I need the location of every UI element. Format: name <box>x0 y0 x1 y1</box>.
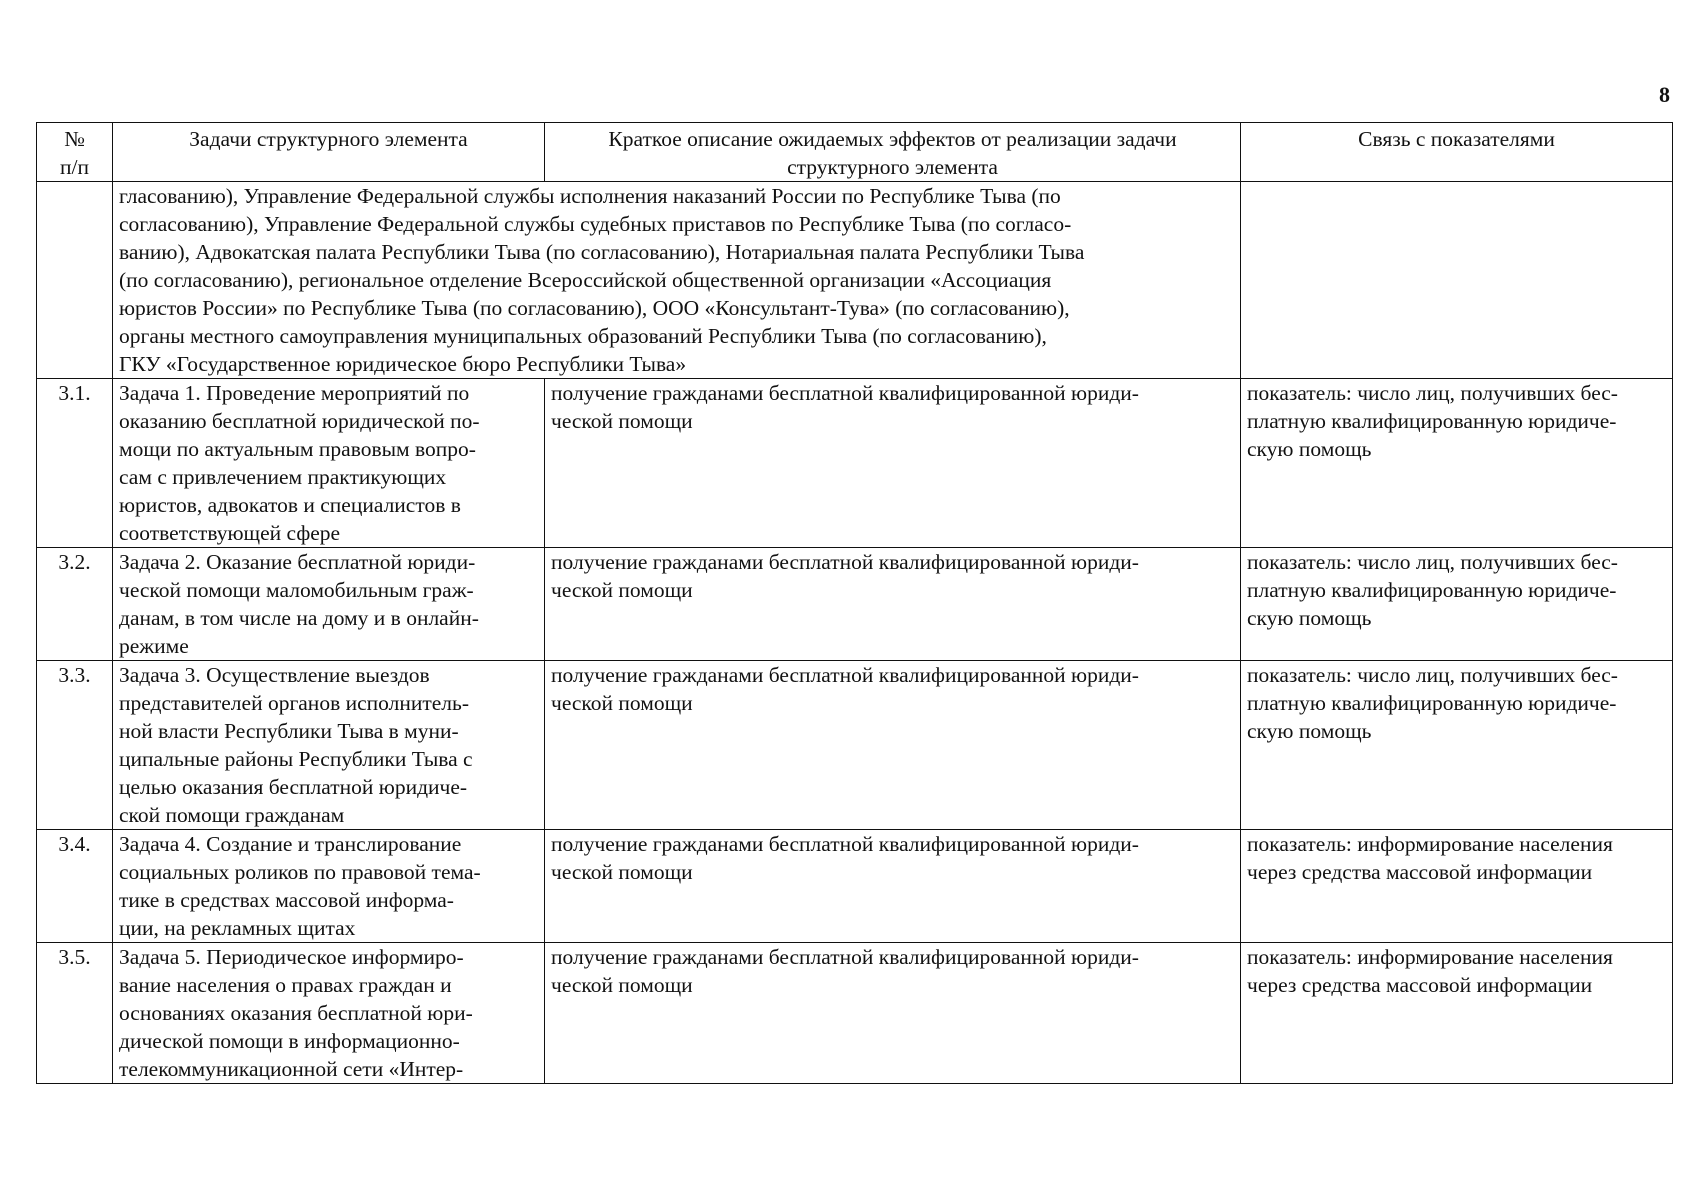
row-link <box>1241 379 1673 548</box>
header-task <box>113 123 545 182</box>
task-line: дической помощи в информационно- <box>119 1029 460 1053</box>
table-row <box>37 661 1673 830</box>
task-line: оказанию бесплатной юридической по- <box>119 409 480 433</box>
task-line: режиме <box>119 634 189 658</box>
link-line: показатель: число лиц, получивших бес- <box>1247 550 1618 574</box>
header-effect-line2: структурного элемента <box>787 155 998 179</box>
row-effect <box>545 379 1241 548</box>
continuation-line: органы местного самоуправления муниципальных образований Республики Тыва (по согласованию), <box>119 324 1047 348</box>
task-line: тике в средствах массовой информа- <box>119 888 454 912</box>
row-link <box>1241 548 1673 661</box>
link-line: показатель: информирование населения <box>1247 945 1613 969</box>
row-num: 3.4. <box>37 830 113 943</box>
header-num <box>37 123 113 182</box>
effect-line: ческой помощи <box>551 409 693 433</box>
task-line: сам с привлечением практикующих <box>119 465 447 489</box>
row-num: 3.5. <box>37 943 113 1084</box>
task-line: Задача 2. Оказание бесплатной юриди- <box>119 550 476 574</box>
row-task <box>113 379 545 548</box>
link-line: платную квалифицированную юридиче- <box>1247 578 1617 602</box>
header-task-label: Задачи структурного элемента <box>189 127 468 151</box>
structural-element-table <box>36 122 1673 1084</box>
row-effect <box>545 943 1241 1084</box>
link-line: скую помощь <box>1247 606 1372 630</box>
header-num-line1: № <box>64 127 85 151</box>
continuation-line: ГКУ «Государственное юридическое бюро Республики Тыва» <box>119 352 687 376</box>
task-line: целью оказания бесплатной юридиче- <box>119 775 468 799</box>
row-effect <box>545 548 1241 661</box>
effect-line: получение гражданами бесплатной квалифицированной юриди- <box>551 945 1139 969</box>
row-link <box>1241 830 1673 943</box>
task-line: Задача 3. Осуществление выездов <box>119 663 430 687</box>
task-line: соответствующей сфере <box>119 521 341 545</box>
table-row <box>37 830 1673 943</box>
link-line: через средства массовой информации <box>1247 973 1593 997</box>
table-row <box>37 548 1673 661</box>
link-line: показатель: число лиц, получивших бес- <box>1247 663 1618 687</box>
continuation-num-cell <box>37 182 113 379</box>
continuation-line: ванию), Адвокатская палата Республики Тыва (по согласованию), Нотариальная палата Республики Тыва <box>119 240 1085 264</box>
link-line: через средства массовой информации <box>1247 860 1593 884</box>
header-link <box>1241 123 1673 182</box>
task-line: ции, на рекламных щитах <box>119 916 356 940</box>
task-line: основаниях оказания бесплатной юри- <box>119 1001 473 1025</box>
header-link-label: Связь с показателями <box>1358 127 1555 151</box>
row-task <box>113 943 545 1084</box>
row-task <box>113 661 545 830</box>
effect-line: получение гражданами бесплатной квалифицированной юриди- <box>551 663 1139 687</box>
link-line: показатель: число лиц, получивших бес- <box>1247 381 1618 405</box>
effect-line: ческой помощи <box>551 578 693 602</box>
link-line: платную квалифицированную юридиче- <box>1247 691 1617 715</box>
task-line: ципальные районы Республики Тыва с <box>119 747 473 771</box>
continuation-line: юристов России» по Республике Тыва (по согласованию), ООО «Консультант-Тува» (по согласованию), <box>119 296 1070 320</box>
table-header-row <box>37 123 1673 182</box>
continuation-row <box>37 182 1673 379</box>
row-task <box>113 548 545 661</box>
task-line: ной власти Республики Тыва в муни- <box>119 719 459 743</box>
row-num: 3.3. <box>37 661 113 830</box>
effect-line: получение гражданами бесплатной квалифицированной юриди- <box>551 832 1139 856</box>
row-link <box>1241 661 1673 830</box>
task-line: Задача 1. Проведение мероприятий по <box>119 381 470 405</box>
task-line: юристов, адвокатов и специалистов в <box>119 493 461 517</box>
effect-line: ческой помощи <box>551 860 693 884</box>
continuation-line: согласованию), Управление Федеральной службы судебных приставов по Республике Тыва (по согласо- <box>119 212 1072 236</box>
row-num: 3.1. <box>37 379 113 548</box>
continuation-line: гласованию), Управление Федеральной службы исполнения наказаний России по Республике Тыва (по <box>119 184 1061 208</box>
header-num-line2: п/п <box>60 155 89 179</box>
table-row <box>37 943 1673 1084</box>
header-effect-line1: Краткое описание ожидаемых эффектов от реализации задачи <box>608 127 1177 151</box>
task-line: ской помощи гражданам <box>119 803 345 827</box>
continuation-link-cell <box>1241 182 1673 379</box>
table-row <box>37 379 1673 548</box>
task-line: вание населения о правах граждан и <box>119 973 452 997</box>
link-line: скую помощь <box>1247 437 1372 461</box>
effect-line: ческой помощи <box>551 973 693 997</box>
row-effect <box>545 830 1241 943</box>
task-line: Задача 4. Создание и транслирование <box>119 832 462 856</box>
link-line: показатель: информирование населения <box>1247 832 1613 856</box>
task-line: мощи по актуальным правовым вопро- <box>119 437 476 461</box>
effect-line: получение гражданами бесплатной квалифицированной юриди- <box>551 381 1139 405</box>
effect-line: получение гражданами бесплатной квалифицированной юриди- <box>551 550 1139 574</box>
task-line: данам, в том числе на дому и в онлайн- <box>119 606 479 630</box>
continuation-line: (по согласованию), региональное отделение Всероссийской общественной организации «Ассоциация <box>119 268 1052 292</box>
row-link <box>1241 943 1673 1084</box>
task-line: социальных роликов по правовой тема- <box>119 860 481 884</box>
header-effect <box>545 123 1241 182</box>
task-line: ческой помощи маломобильным граж- <box>119 578 474 602</box>
page-number: 8 <box>1659 82 1670 107</box>
row-effect <box>545 661 1241 830</box>
link-line: скую помощь <box>1247 719 1372 743</box>
row-task <box>113 830 545 943</box>
link-line: платную квалифицированную юридиче- <box>1247 409 1617 433</box>
row-num: 3.2. <box>37 548 113 661</box>
task-line: телекоммуникационной сети «Интер- <box>119 1057 464 1081</box>
continuation-text-cell <box>113 182 1241 379</box>
task-line: представителей органов исполнитель- <box>119 691 469 715</box>
task-line: Задача 5. Периодическое информиро- <box>119 945 464 969</box>
effect-line: ческой помощи <box>551 691 693 715</box>
